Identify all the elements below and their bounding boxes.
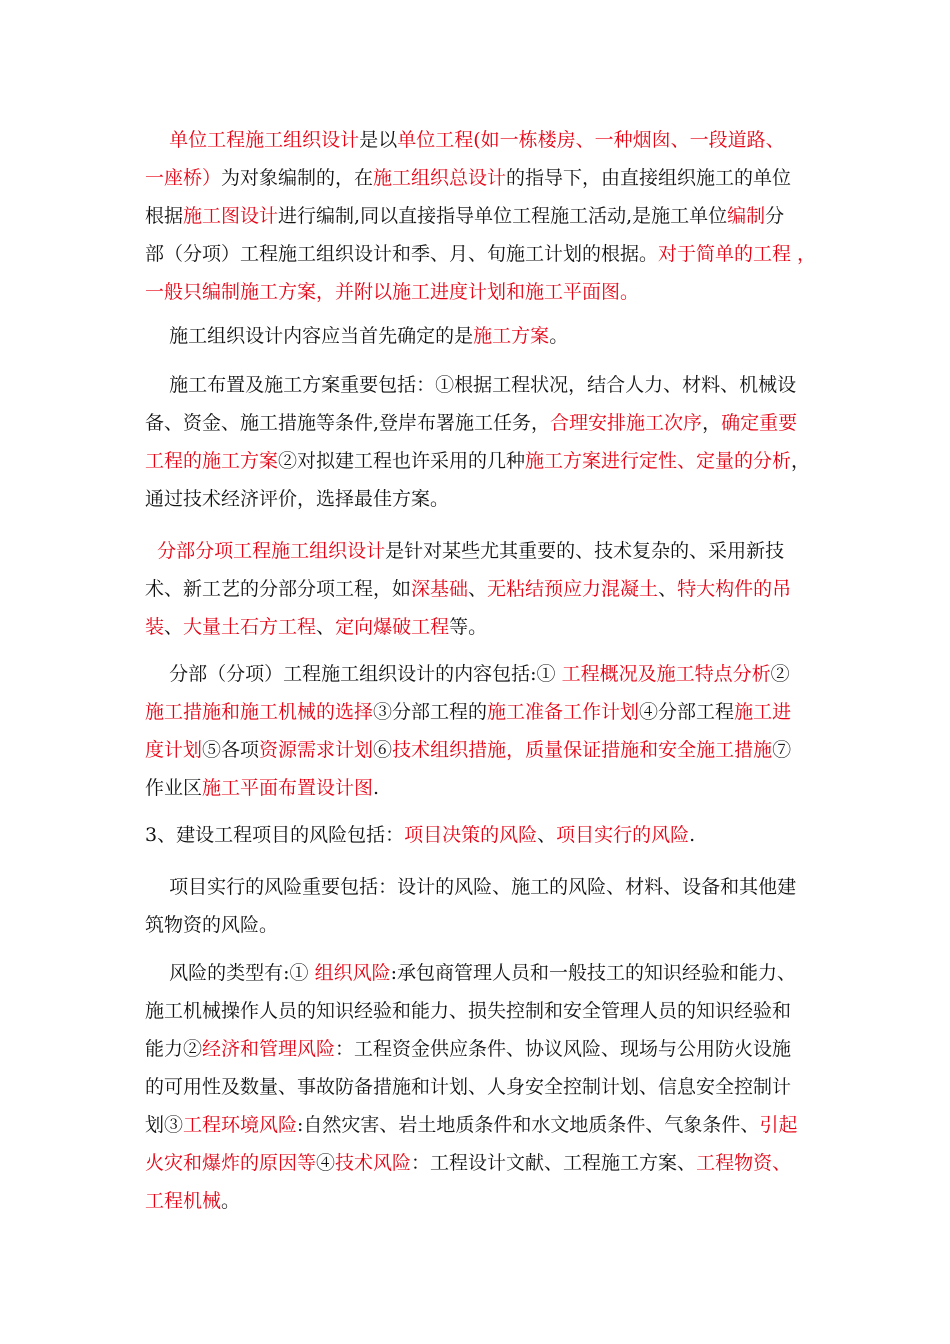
body-text: 划③	[145, 1114, 184, 1136]
body-text: 、	[537, 824, 557, 846]
body-text: 能力②	[145, 1038, 203, 1060]
body-text: 术、新工艺的分部分项工程，如	[145, 578, 412, 600]
body-text: 通过技术经济评价，选择最佳方案。	[145, 488, 450, 510]
text-line	[145, 816, 813, 854]
body-text: 、	[316, 616, 336, 638]
body-text: ②	[770, 663, 790, 685]
highlighted-text: 深基础	[411, 578, 469, 600]
text-line	[145, 532, 813, 570]
text-line	[145, 159, 813, 197]
text-line	[145, 404, 813, 442]
body-text: 。	[549, 325, 569, 347]
body-text: :承包商管理人员和一般技工的知识经验和能力、	[390, 962, 797, 984]
body-text: ，	[791, 450, 811, 472]
text-line	[145, 1144, 813, 1182]
text-line	[145, 570, 813, 608]
text-line	[145, 769, 813, 807]
highlighted-text: 确定重要	[721, 412, 798, 434]
highlighted-text: 项目决策的风险	[404, 824, 538, 846]
highlighted-text: 工程概况及施工特点分析	[561, 663, 771, 685]
highlighted-text: 一座桥）	[145, 167, 222, 189]
body-text: ⑦	[772, 739, 792, 761]
body-text: 。	[221, 1190, 241, 1212]
body-text: 进行编制,同以直接指导单位工程施工活动,是施工单位	[278, 205, 728, 227]
paragraph-subdivision-design	[145, 532, 813, 646]
highlighted-text: 无粘结预应力混凝土	[487, 578, 659, 600]
body-text: 分部（分项）工程施工组织设计的内容包括:①	[145, 663, 562, 685]
highlighted-text: 度计划	[145, 739, 203, 761]
paragraph-subdivision-content	[145, 655, 813, 807]
highlighted-text: 火灾和爆炸的原因等	[145, 1152, 317, 1174]
text-line	[145, 197, 813, 235]
text-line	[145, 1106, 813, 1144]
text-line	[145, 992, 813, 1030]
highlighted-text: 施工平面布置设计图	[202, 777, 374, 799]
highlighted-text: 施工措施和施工机械的选择	[145, 701, 374, 723]
highlighted-text: 引起	[759, 1114, 798, 1136]
paragraph-construction-plan-first	[145, 317, 813, 355]
body-text	[145, 540, 157, 562]
text-line	[145, 608, 813, 646]
body-text: 3、建设工程项目的风险包括：	[145, 824, 405, 846]
body-text: 是针对某些尤其重要的、技术复杂的、采用新技	[385, 540, 785, 562]
highlighted-text: 特大构件的吊	[677, 578, 792, 600]
body-text: .	[373, 777, 380, 799]
text-line	[145, 1182, 813, 1220]
body-text: ：工程设计文献、工程施工方案、	[411, 1152, 697, 1174]
highlighted-text: 施工方案进行定性、定量的分析	[525, 450, 792, 472]
highlighted-text: 装	[145, 616, 165, 638]
text-line	[145, 442, 813, 480]
paragraph-construction-arrangement	[145, 366, 813, 518]
body-text: :自然灾害、岩土地质条件和水文地质条件、气象条件、	[297, 1114, 760, 1136]
body-text: ③分部工程的	[373, 701, 488, 723]
highlighted-text: 工程的施工方案	[145, 450, 279, 472]
text-line	[145, 1030, 813, 1068]
text-line	[145, 317, 813, 355]
highlighted-text: 施工方案	[473, 325, 550, 347]
body-text: 作业区	[145, 777, 203, 799]
body-text: ⑥	[373, 739, 393, 761]
body-text: 为对象编制的，在	[221, 167, 374, 189]
body-text: 是以	[359, 129, 398, 151]
text-line	[145, 480, 813, 518]
body-text: 等。	[449, 616, 488, 638]
body-text: 施工机械操作人员的知识经验和能力、损失控制和安全管理人员的知识经验和	[145, 1000, 792, 1022]
highlighted-text: 大量土石方工程	[183, 616, 317, 638]
body-text: 项目实行的风险重要包括：设计的风险、施工的风险、材料、设备和其他建	[145, 876, 797, 898]
highlighted-text: 单位工程施工组织设计	[169, 129, 360, 151]
body-text: ④	[316, 1152, 336, 1174]
highlighted-text: 组织风险	[314, 962, 391, 984]
highlighted-text: 施工进	[734, 701, 792, 723]
highlighted-text: 定向爆破工程	[335, 616, 450, 638]
body-text: ②对拟建工程也许采用的几种	[278, 450, 526, 472]
highlighted-text: 一般只编制施工方案，并附以施工进度计划和施工平面图。	[145, 281, 640, 303]
body-text: ④分部工程	[639, 701, 735, 723]
paragraph-implementation-risks	[145, 868, 813, 944]
body-text: 分	[765, 205, 785, 227]
text-line	[145, 954, 813, 992]
paragraph-unit-project-design	[145, 121, 817, 311]
body-text	[145, 129, 169, 151]
highlighted-text: 技术风险	[335, 1152, 412, 1174]
body-text: 备、资金、施工措施等条件,登岸布署施工任务，	[145, 412, 551, 434]
body-text: ，	[702, 412, 722, 434]
body-text: ⑤各项	[202, 739, 260, 761]
highlighted-text: 分部分项工程施工组织设计	[157, 540, 386, 562]
highlighted-text: 工程环境风险	[183, 1114, 298, 1136]
body-text: 、	[164, 616, 184, 638]
text-line	[145, 1068, 813, 1106]
highlighted-text: 对于简单的工程 ，	[658, 243, 817, 265]
highlighted-text: 合理安排施工次序	[550, 412, 703, 434]
body-text: 的可用性及数量、事故防备措施和计划、人身安全控制计划、信息安全控制计	[145, 1076, 792, 1098]
highlighted-text: 项目实行的风险	[556, 824, 690, 846]
text-line	[145, 655, 813, 693]
text-line	[145, 731, 813, 769]
text-line	[145, 366, 813, 404]
body-text: 施工布置及施工方案重要包括：①根据工程状况，结合人力、材料、机械设	[145, 374, 797, 396]
highlighted-text: 编制	[727, 205, 766, 227]
highlighted-text: 单位工程(如一栋楼房、一种烟囱、一段道路、	[397, 129, 785, 151]
highlighted-text: 资源需求计划	[259, 739, 374, 761]
text-line	[145, 906, 813, 944]
body-text: .	[689, 824, 696, 846]
body-text: 筑物资的风险。	[145, 914, 279, 936]
paragraph-project-risks	[145, 816, 813, 854]
highlighted-text: 经济和管理风险	[202, 1038, 336, 1060]
highlighted-text: 技术组织措施，质量保证措施和安全施工措施	[392, 739, 773, 761]
text-line	[145, 693, 813, 731]
text-line	[145, 868, 813, 906]
body-text: 部（分项）工程施工组织设计和季、月、旬施工计划的根据。	[145, 243, 659, 265]
body-text: 根据	[145, 205, 184, 227]
highlighted-text: 施工图设计	[183, 205, 279, 227]
text-line	[145, 235, 817, 273]
highlighted-text: 工程机械	[145, 1190, 222, 1212]
highlighted-text: 工程物资、	[696, 1152, 792, 1174]
paragraph-risk-types	[145, 954, 813, 1220]
body-text: 风险的类型有:①	[145, 962, 315, 984]
text-line	[145, 273, 813, 311]
body-text: 的指导下，由直接组织施工的单位	[506, 167, 792, 189]
body-text: 施工组织设计内容应当首先确定的是	[145, 325, 474, 347]
text-line	[145, 121, 813, 159]
body-text: 、	[468, 578, 488, 600]
body-text: ：工程资金供应条件、协议风险、现场与公用防火设施	[335, 1038, 792, 1060]
highlighted-text: 施工准备工作计划	[487, 701, 640, 723]
highlighted-text: 施工组织总设计	[373, 167, 507, 189]
body-text: 、	[658, 578, 678, 600]
